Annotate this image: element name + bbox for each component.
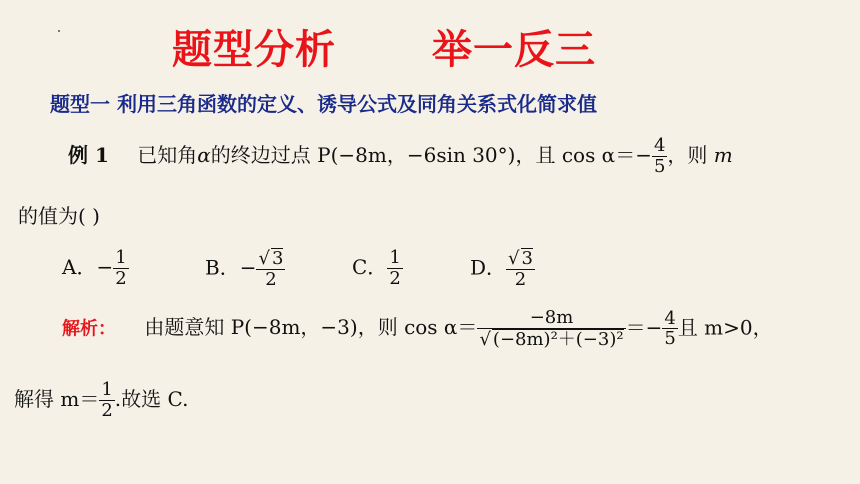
option-c[interactable] <box>352 248 403 289</box>
solution-equals: ＝− <box>625 315 663 340</box>
example-line-1 <box>68 136 733 177</box>
example-text-2: 的终边过点 <box>210 142 311 167</box>
example-point: P(−8m，−6sin 30°)，且 cos α＝− <box>317 142 652 167</box>
radical-sign: √ <box>508 248 520 269</box>
solution-line-2a: 解得 m＝ <box>14 386 100 411</box>
option-d[interactable] <box>470 248 535 290</box>
option-a-denominator: 2 <box>115 267 127 289</box>
solution-line-2-fraction <box>99 380 114 421</box>
example-var-m: m <box>713 142 733 167</box>
solution-big-fraction <box>477 308 625 350</box>
title-right: 举一反三 <box>432 27 596 73</box>
example-line-2: 的值为( ) <box>18 204 100 228</box>
solution-label: 解析： <box>62 318 116 340</box>
fraction-numerator: 4 <box>653 135 666 156</box>
option-a-label: A．− <box>62 254 114 279</box>
solution-numerator: −8m <box>529 307 574 328</box>
solution-fraction <box>662 309 677 350</box>
option-b-label: B．− <box>205 255 257 280</box>
option-d-numerator <box>506 248 535 269</box>
option-a-fraction <box>113 248 128 289</box>
example-text-3: ，则 <box>667 142 708 167</box>
solution-line-1 <box>62 308 773 350</box>
option-c-label: C． <box>352 254 388 279</box>
option-a-numerator: 1 <box>115 247 127 268</box>
fraction-denominator: 5 <box>653 155 666 177</box>
example-text-1: 已知角 <box>137 142 198 167</box>
option-d-denominator: 2 <box>514 268 527 290</box>
solution-denominator <box>477 329 625 350</box>
option-c-numerator: 1 <box>389 247 401 268</box>
slide-title <box>0 18 860 73</box>
section-subtitle: 题型一 利用三角函数的定义、诱导公式及同角关系式化简求值 <box>50 92 597 116</box>
option-c-denominator: 2 <box>389 267 401 289</box>
solution-fraction-denominator: 5 <box>664 328 676 350</box>
solution-tail: 且 m>0， <box>677 315 773 340</box>
radicand: 3 <box>521 248 533 269</box>
option-b-numerator <box>256 248 285 269</box>
radical-sign: √ <box>479 328 491 350</box>
option-b-denominator: 2 <box>265 268 277 290</box>
alpha-symbol: α <box>197 142 211 167</box>
example-fraction <box>652 136 667 177</box>
option-b-fraction <box>256 248 285 290</box>
solution-line-2-denominator: 2 <box>101 399 113 421</box>
solution-line-2-numerator: 1 <box>101 379 113 400</box>
radicand: (−8m)²＋(−3)² <box>492 328 624 350</box>
title-left: 题型分析 <box>172 27 336 73</box>
solution-line-2b: .故选 C. <box>114 386 189 411</box>
option-c-fraction <box>387 248 402 289</box>
radicand: 3 <box>271 248 284 269</box>
example-label: 例 1 <box>68 142 109 167</box>
solution-line-2 <box>14 380 188 421</box>
option-a[interactable] <box>62 248 129 289</box>
option-d-label: D． <box>470 255 507 280</box>
solution-text-1: 由题意知 P(−8m，−3)，则 cos α＝ <box>144 315 478 340</box>
option-d-fraction <box>506 248 535 290</box>
option-b[interactable] <box>205 248 285 290</box>
radical-sign: √ <box>258 248 270 269</box>
solution-fraction-numerator: 4 <box>664 307 676 329</box>
